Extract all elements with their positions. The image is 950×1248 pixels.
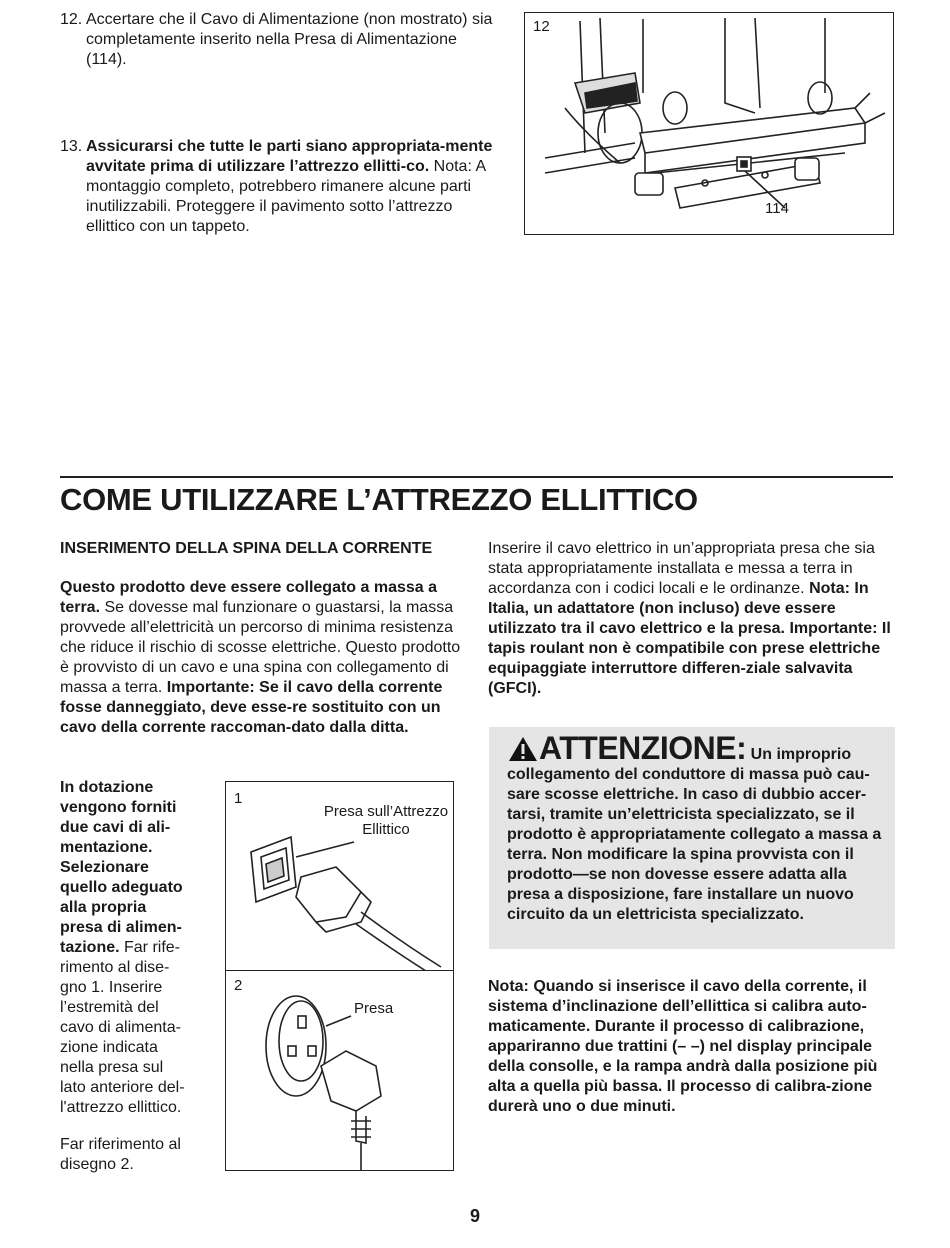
grounding-bold: Questo prodotto deve essere collegato a massa a terra. — [60, 579, 438, 616]
figure-number: 12 — [533, 18, 550, 35]
elliptical-base-illustration — [525, 13, 893, 234]
step-13 — [60, 137, 500, 237]
figure2-label: Presa — [354, 1000, 394, 1017]
step-12 — [60, 10, 500, 70]
callout-114: 114 — [765, 200, 789, 217]
page-number: 9 — [469, 1206, 480, 1226]
installation-text: Inserire il cavo elettrico in un’appropriata presa che sia stata appropriatamente installata e messa a terra in accordanza con i codici locali e le ordinanze. — [488, 540, 875, 597]
important-note: Importante: Se il cavo della corrente fosse danneggiato, deve esse-re sostituito con un cavo della corrente raccoman-dato dalla ditta. — [60, 679, 443, 736]
step-text: Nota: A montaggio completo, potrebbero rimanere alcune parti inutilizzabili. Proteggere il pavimento sotto l’attrezzo ellittico con un tappeto. — [86, 158, 486, 235]
calibration-note: Nota: Quando si inserisce il cavo della corrente, il sistema d’inclinazione dell’ellittica si calibra auto-maticamente. Durante il processo di calibrazione, appariranno due trattini (– –) nel display principale della consolle, e la rampa andrà dalla posizione più alta a quella più bassa. Il processo di calibra-zione durerà uno o due minuti. — [488, 978, 878, 1115]
subheading: INSERIMENTO DELLA SPINA DELLA CORRENTE — [60, 540, 433, 557]
figure-number: 1 — [234, 790, 243, 807]
warning-text: Un improprio collegamento del conduttore di massa può cau-sare scosse elettriche. In caso di dubbio accer-tarsi, tramite un’elettricista specializzato, se il prodotto è appropriatamente collegato a massa a terra. Non modificare la spina provvista con il prodotto—se non dovesse essere adatta alla presa a disposizione, fare installare un nuovo circuito da un elettricista specializzato. — [507, 746, 882, 923]
installation-paragraph — [488, 539, 893, 699]
figure1-label: Presa sull’Attrezzo Ellittico — [323, 803, 449, 838]
cord-paragraph-2: Far riferimento al disegno 2. — [60, 1136, 181, 1173]
warning-box — [489, 727, 895, 949]
section-title: COME UTILIZZARE L’ATTREZZO ELLITTICO — [60, 482, 698, 517]
step-bold-text: Assicurarsi che tutte le parti siano appropriata-mente avvitate prima di utilizzare l’attrezzo ellitti-co. — [86, 138, 493, 175]
appliance-inlet-illustration — [226, 782, 453, 971]
figure-2 — [225, 970, 454, 1171]
warning-title: ATTENZIONE: — [539, 730, 747, 766]
figure-number: 2 — [234, 977, 243, 994]
step-number: 12. — [60, 11, 83, 28]
grounding-text: Se dovesse mal funzionare o guastarsi, la massa provvede all’elettricità un percorso di minima resistenza che riduce il rischio di scosse elettriche. Questo prodotto è provvisto di un cavo e una spina con collegamento di massa a terra. — [60, 599, 461, 696]
warning-content — [507, 730, 882, 925]
cord-text: Far rife-rimento al dise-gno 1. Inserire l’estremità del cavo di alimenta-zione indicata nella presa sul lato anteriore del-l'attrezzo ellittico. — [60, 939, 185, 1116]
cord-bold: In dotazione vengono forniti due cavi di ali-mentazione. Selezionare quello adeguato alla propria presa di alimen-tazione. — [60, 779, 183, 956]
installation-note: Nota: In Italia, un adattatore (non incluso) deve essere utilizzato tra il cavo elettrico e la presa. Importante: Il tapis roulant non è compatibile con prese elettriche equipaggiate interruttore differen-ziale salvavita (GFCI). — [488, 580, 891, 697]
step-number: 13. — [60, 138, 83, 155]
step-text: Accertare che il Cavo di Alimentazione (non mostrato) sia completamente inserito nella Presa di Alimentazione (114). — [86, 11, 493, 68]
cord-paragraph — [60, 778, 193, 1118]
warning-icon — [507, 735, 539, 763]
figure-1 — [225, 781, 454, 972]
grounding-paragraph — [60, 578, 462, 738]
wall-socket-illustration — [226, 971, 453, 1170]
figure-12 — [524, 12, 894, 235]
section-divider — [60, 476, 893, 478]
